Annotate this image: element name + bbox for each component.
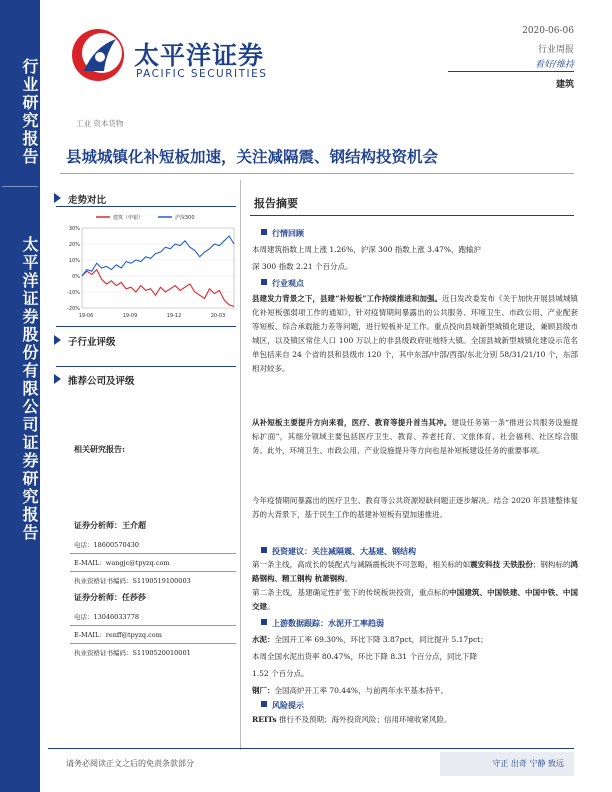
risk-text: 推行不及预期；海外投资风险；信用环境收紧风险。 — [276, 715, 452, 724]
report-date: 2020-06-06 — [522, 26, 574, 36]
industry-view-paragraph-2 — [252, 416, 578, 458]
chart-y-tick-label: 30% — [68, 226, 80, 232]
analyst-2-rule-1 — [70, 625, 236, 626]
chart-x-tick-label: 19-09 — [122, 313, 138, 319]
left-band — [0, 0, 40, 792]
steel-text: 全国高炉开工率 70.44%，与前两年水平基本持平。 — [274, 686, 448, 695]
market-review-line-2: 深 300 指数 2.21 个百分点。 — [252, 262, 353, 271]
brand-name-en: PACIFIC SECURITIES — [136, 68, 268, 80]
risk-label: REITs — [252, 715, 277, 724]
summary-title: 报告摘要 — [254, 197, 298, 210]
summary-rule — [250, 215, 574, 216]
chart-y-tick-label: 10% — [68, 258, 80, 264]
analyst-2-email[interactable]: E-MAIL：renff@tpyzq.com — [74, 631, 162, 639]
report-type: 行业周报 — [537, 45, 574, 55]
p5a: 第二条主线，基建确定性扩张下的传统板块投资，重点标的 — [252, 588, 450, 597]
p4e: 。 — [344, 574, 353, 583]
market-review-line-1: 本周建筑指数上周上涨 1.26%，沪深 300 指数上涨 3.47%，跑输沪 — [252, 245, 482, 254]
industry-name: 建筑 — [555, 80, 574, 90]
trend-rule — [56, 206, 236, 207]
report-title: 县城城镇化补短板加速，关注减隔震、钢结构投资机会 — [66, 148, 439, 166]
footer-rule — [48, 748, 574, 749]
analyst-2-cert: 执业资格证书编码：S1190520010001 — [74, 649, 191, 657]
cement-l1: 全国开工率 69.30%，环比下降 3.87pct，同比提升 5.17pct； — [274, 635, 488, 644]
cement-line-2: 本周全国水泥出货率 80.47%，环比下降 8.31 个百分点，同比下降 — [252, 652, 477, 661]
analyst-1-email[interactable]: E-MAIL：wangjc@tpyzq.com — [74, 559, 170, 567]
footer-disclaimer: 请务必阅读正文之后的免责条款部分 — [66, 759, 194, 768]
chart-series-line-1 — [82, 236, 234, 276]
cement-line-1 — [252, 634, 488, 645]
p1-rest: 近日发改委发布《关于加快开展县城城镇化补短板强弱项工作的通知》，针对疫情期间暴露出的公共服务、环境卫生、市政公用、产业配套等短板、综合承载能力差等问题，进行短板补足工作。重点投向县城新型城镇化建设，兼顾县级市城区，以及镇区常住人口 100 万以上的非县级政府驻地特大镇。全国县城新型城镇化建设示范名单包括来自 24 个省的县和县级市 120 个，其中东部/中部/西部/东北分别 58/31/21/10 个，东部相对较多。 — [252, 294, 578, 373]
section-industry-view: 行业观点 — [272, 279, 304, 288]
chart-x-tick-label: 20-03 — [210, 313, 226, 319]
analyst-2-phone: 电话：13046033778 — [74, 613, 139, 621]
chart-y-tick-label: 20% — [68, 242, 80, 248]
analyst-1-rule-1 — [70, 553, 236, 554]
rating-underline — [448, 71, 574, 72]
analyst-1-name: 证券分析师：王介超 — [74, 520, 146, 530]
trend-chart — [56, 208, 240, 320]
risk-line — [252, 714, 451, 725]
industry-view-paragraph-1 — [252, 292, 578, 376]
p5b: 中国建筑、中国铁建、中国中铁、中国交建 — [252, 588, 579, 611]
section-risk: 风险提示 — [272, 701, 304, 710]
p4d: 鸿路钢构、精工钢构 杭萧钢构 — [252, 560, 578, 583]
company-logo — [70, 27, 126, 83]
trend-section-title: 走势对比 — [68, 192, 106, 206]
analyst-2-rule-2 — [70, 643, 236, 644]
cement-label: 水泥： — [252, 635, 275, 644]
investment-line-1 — [252, 558, 578, 586]
chart-y-tick-label: -20% — [67, 306, 80, 312]
sub-industry-rule — [56, 326, 236, 327]
section-upstream-data: 上游数据跟踪：水泥开工率趋弱 — [272, 619, 384, 628]
p4c: ；钢构标的 — [532, 560, 571, 569]
chart-plot-frame — [82, 228, 234, 308]
steel-label: 钢厂： — [252, 686, 275, 695]
p2-bold: 从补短板主要提升方向来看，医疗、教育等提升首当其冲。 — [252, 418, 452, 427]
brand-name-cn: 太平洋证券 — [134, 41, 265, 70]
section-investment-advice: 投资建议：关注减隔震、大基建、钢结构 — [272, 547, 416, 556]
p4b: 震安科技 天铁股份 — [470, 560, 533, 569]
cement-line-3: 1.52 个百分点。 — [252, 669, 309, 678]
sub-industry-section-title: 子行业评级 — [68, 334, 116, 348]
p5c: 。 — [267, 602, 275, 611]
analyst-1-rule-2 — [70, 571, 236, 572]
company-rule — [56, 366, 236, 367]
chart-legend-label-1: 沪深300 — [175, 215, 195, 221]
band-bottom-text: 太平洋证券股份有限公司证券研究报告 — [20, 236, 39, 542]
chart-x-tick-label: 19-06 — [78, 313, 94, 319]
company-section-title: 推荐公司及评级 — [68, 373, 135, 387]
industry-view-paragraph-3: 今年疫情期间暴露出的医疗卫生、教育等公共资源短缺问题正逐步解决。结合 2020 年县建整体复苏的大背景下，基于民生工作的基建补短板有望加速推进。 — [252, 496, 578, 519]
section-market-review: 行情回顾 — [272, 229, 304, 238]
industry-rating: 看好/维持 — [534, 60, 574, 70]
related-reports-label: 相关研究报告: — [74, 444, 125, 454]
band-separator — [2, 186, 38, 187]
footer-motto: 守正 出奇 宁静 致远 — [440, 752, 574, 776]
band-top-text: 行业研究报告 — [20, 58, 39, 166]
p1-bold: 县建发力背景之下，县建“补短板”工作持续推进和加强。 — [252, 294, 443, 303]
steel-line — [252, 685, 448, 696]
chart-series-line-0 — [82, 270, 234, 307]
p2-rest: 建设任务第一条“推进公共服务设施提标扩面”，其细分领域主要包括医疗卫生、教育、养老托育、文旅体育、社会福利、社区综合服务。此外，环境卫生、市政公用、产业设施提升等方向也是补短板建设任务的重要事项。 — [252, 418, 578, 455]
title-divider — [60, 173, 574, 174]
chart-x-tick-label: 19-12 — [166, 313, 182, 319]
chart-y-tick-label: -10% — [67, 290, 80, 296]
investment-line-2 — [252, 586, 578, 614]
analyst-1-cert: 执业资格证书编码：S1190519100003 — [74, 577, 191, 585]
p4a: 第一条主线，高成长的装配式与减隔震板块不可忽略，相关标的如 — [252, 560, 471, 569]
column-divider — [240, 180, 241, 750]
analyst-1-phone: 电话：18600570430 — [74, 541, 139, 549]
analyst-2-name: 证券分析师：任莎莎 — [74, 592, 146, 602]
chart-y-tick-label: 0% — [72, 274, 80, 280]
breadcrumb: 工业 资本货物 — [76, 119, 124, 128]
chart-legend-label-0: 建筑（申银） — [113, 215, 144, 221]
